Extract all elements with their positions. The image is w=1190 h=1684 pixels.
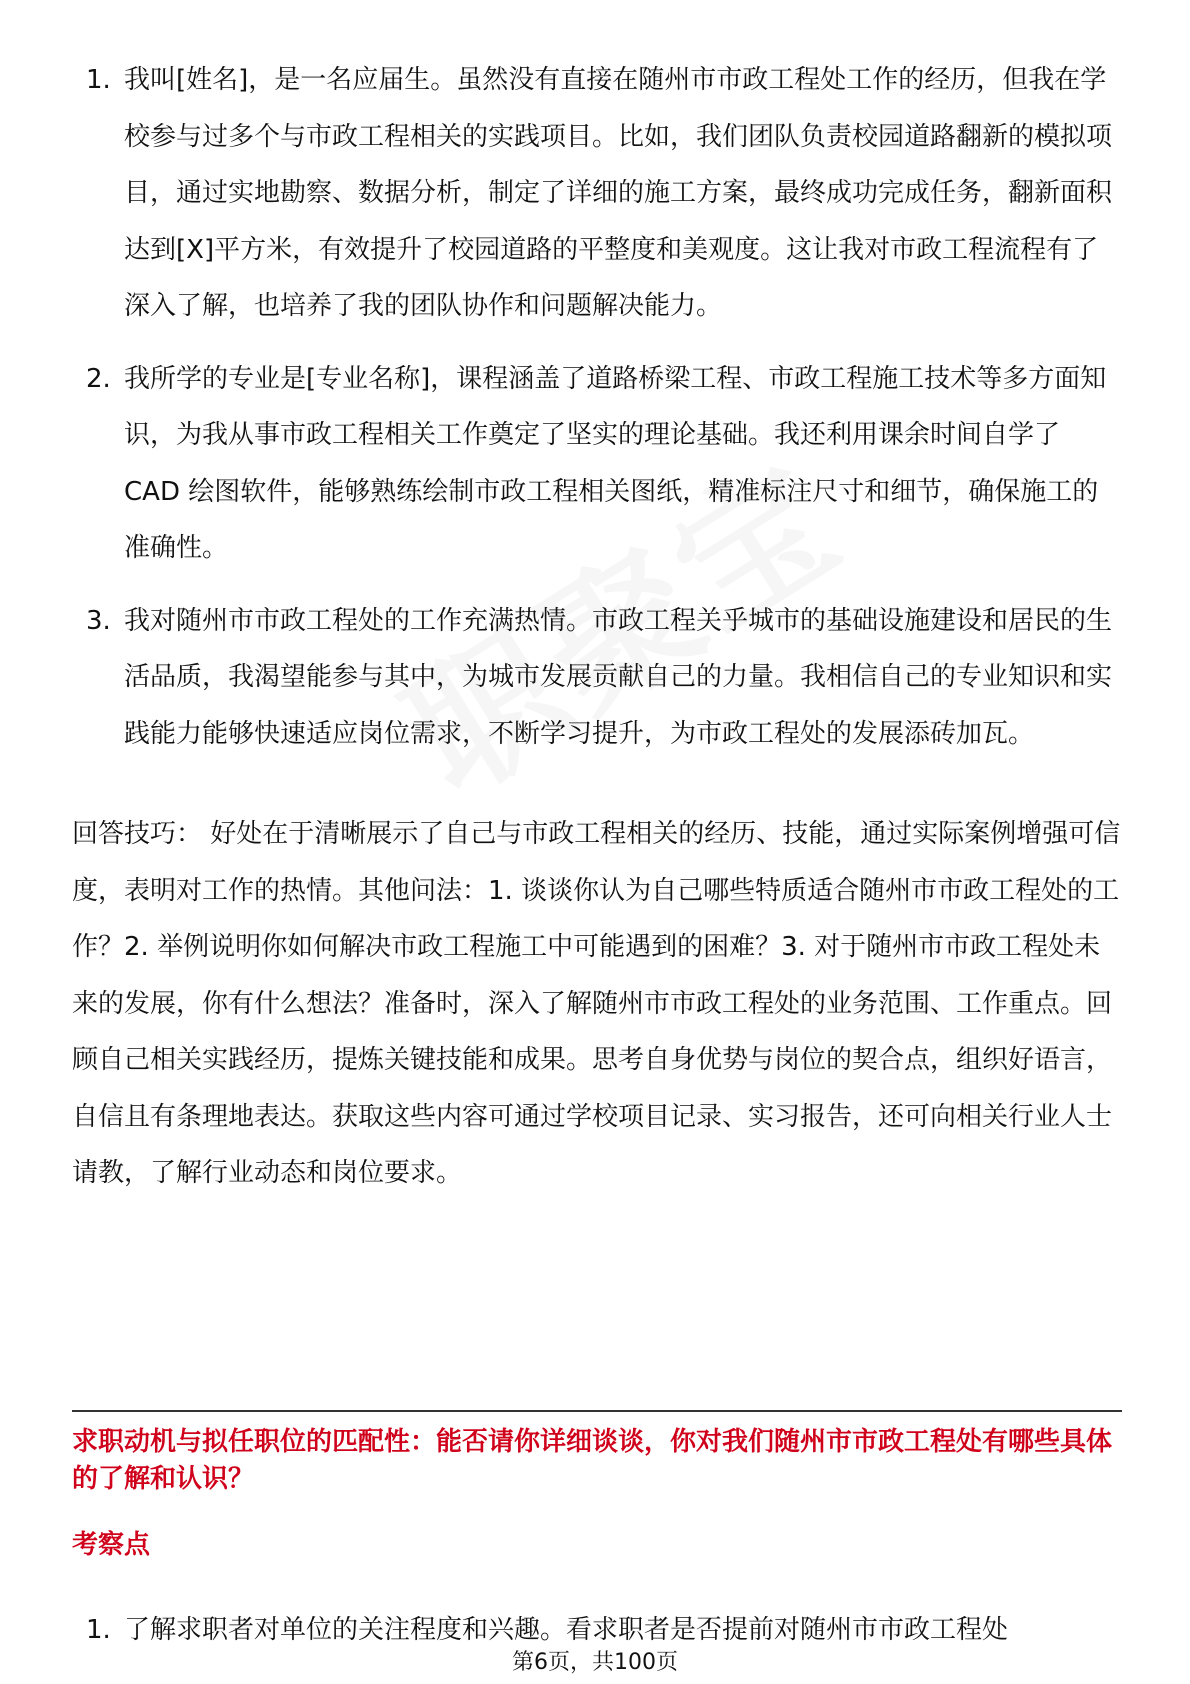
list-item-number: 1. <box>86 65 111 95</box>
list-item-number: 2. <box>86 363 111 394</box>
list-item-text: 了解求职者对单位的关注程度和兴趣。看求职者是否提前对随州市市政工程处 <box>124 1615 1009 1645</box>
list-item-number: 3. <box>86 605 111 636</box>
section-divider <box>72 1410 1122 1412</box>
answer-tips: 回答技巧： 好处在于清晰展示了自己与市政工程相关的经历、技能，通过实际案例增强可信度，表明对工作的热情。其他问法：1. 谈谈你认为自己哪些特质适合随州市市政工程处的工作？2. 举例说明你如何解决市政工程施工中可能遇到的困难？3. 对于随州市市政工程处未来的发展，你有什么想法？准备时，深入了解随州市市政工程处的业务范围、工作重点。回顾自己相关实践经历，提炼关键技能和成果。思考自身优势与岗位的契合点，组织好语言，自信且有条理地表达。获取这些内容可通过学校项目记录、实习报告，还可向相关行业人士请教，了解行业动态和岗位要求。 <box>72 819 1121 1188</box>
list-item-text: 我叫[姓名]，是一名应届生。虽然没有直接在随州市市政工程处工作的经历，但我在学校参与过多个与市政工程相关的实践项目。比如，我们团队负责校园道路翻新的模拟项目，通过实地勘察、数据分析，制定了详细的施工方案，最终成功完成任务，翻新面积达到[X]平方米，有效提升了校园道路的平整度和美观度。这让我对市政工程流程有了深入了解，也培养了我的团队协作和问题解决能力。 <box>124 65 1113 321</box>
list-item <box>72 1610 1122 1650</box>
assessment-points-heading: 考察点 <box>72 1530 151 1560</box>
list-item-number: 1. <box>86 1615 111 1645</box>
list-item <box>72 52 1122 335</box>
answer-list <box>72 52 1122 762</box>
document-body <box>72 52 1122 1202</box>
list-item <box>72 593 1122 763</box>
list-item-text: 我对随州市市政工程处的工作充满热情。市政工程关乎城市的基础设施建设和居民的生活品质，我渴望能参与其中，为城市发展贡献自己的力量。我相信自己的专业知识和实践能力能够快速适应岗位需求，不断学习提升，为市政工程处的发展添砖加瓦。 <box>124 605 1113 749</box>
question-heading: 求职动机与拟任职位的匹配性：能否请你详细谈谈，你对我们随州市市政工程处有哪些具体的了解和认识？ <box>72 1427 1113 1494</box>
list-item <box>72 351 1122 577</box>
page-number: 第6页，共100页 <box>512 1650 678 1675</box>
list-item-text: 我所学的专业是[专业名称]，课程涵盖了道路桥梁工程、市政工程施工技术等多方面知识，为我从事市政工程相关工作奠定了坚实的理论基础。我还利用课余时间自学了 CAD 绘图软件，能够熟练绘制市政工程相关图纸，精准标注尺寸和细节，确保施工的准确性。 <box>124 363 1107 563</box>
